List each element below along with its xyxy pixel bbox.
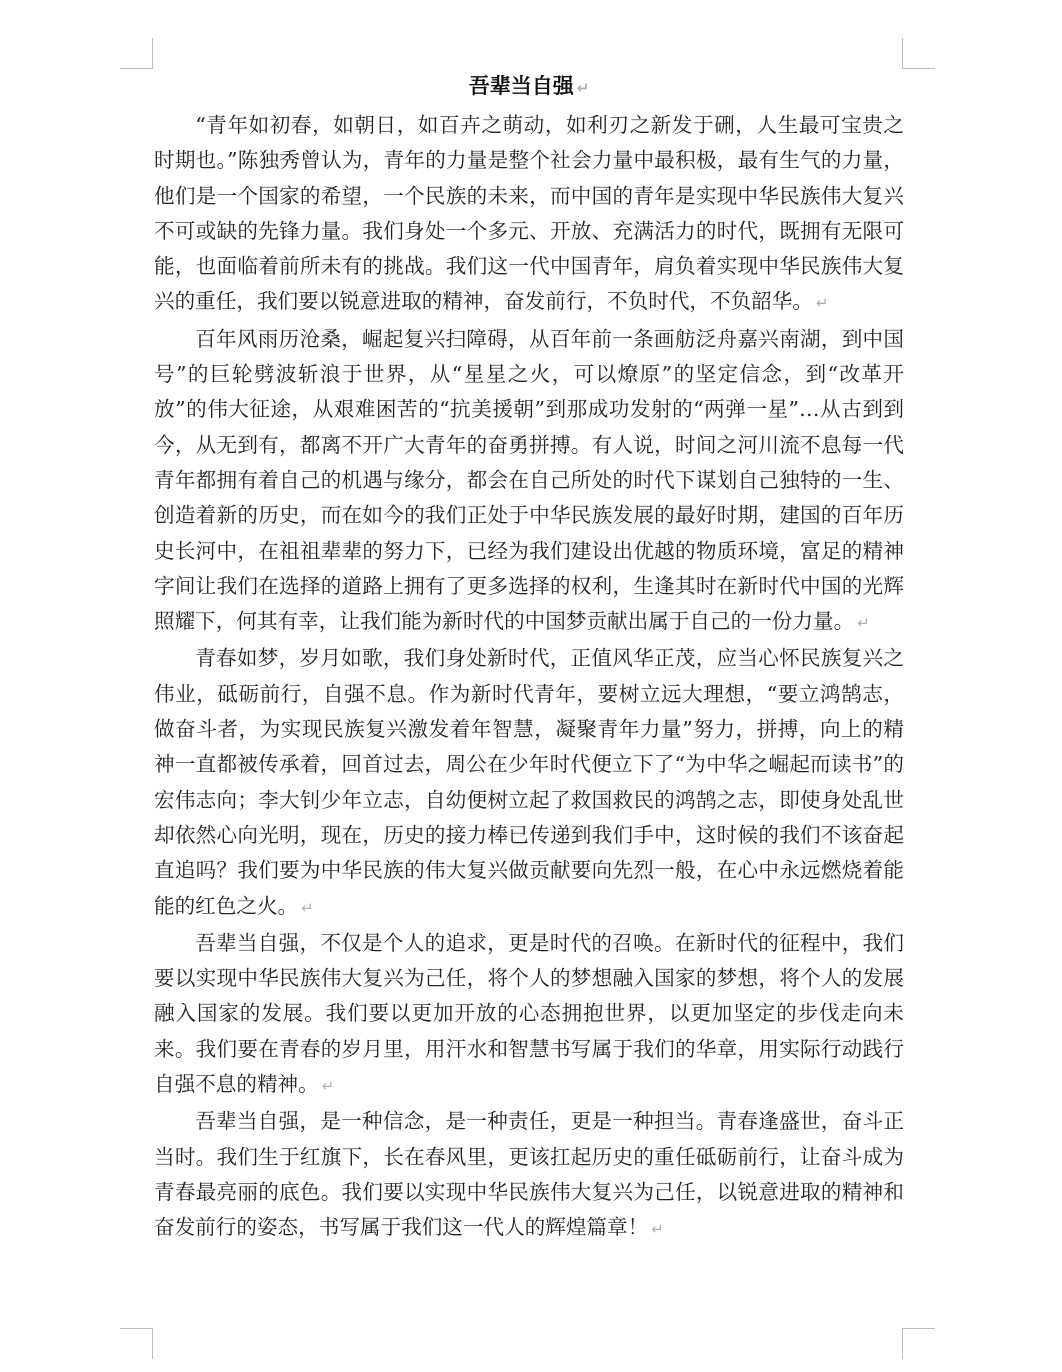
paragraph-5: [154, 1104, 904, 1247]
crop-mark-bottom-right: [902, 1328, 935, 1359]
paragraph-mark-icon: ↵: [816, 294, 829, 313]
paragraph-mark-icon: ↵: [857, 614, 870, 633]
paragraph-5-text: 吾辈当自强，是一种信念，是一种责任，更是一种担当。青春逢盛世，奋斗正当时。我们生于红旗下，长在春风里，更该扛起历史的重任砥砺前行，让奋斗成为青春最亮丽的底色。我们要以实现中华民族伟大复兴为己任，以锐意进取的精神和奋发前行的姿态，书写属于我们这一代人的辉煌篇章！: [154, 1109, 904, 1240]
paragraph-mark-icon: ↵: [301, 898, 314, 917]
paragraph-mark-icon: ↵: [321, 1077, 335, 1096]
document-body[interactable]: [154, 68, 904, 1248]
crop-mark-top-right: [902, 38, 935, 69]
paragraph-4: [154, 926, 904, 1104]
paragraph-4-text: 吾辈当自强，不仅是个人的追求，更是时代的召唤。在新时代的征程中，我们要以实现中华民族伟大复兴为己任，将个人的梦想融入国家的梦想，将个人的发展融入国家的发展。我们要以更加开放的心态拥抱世界，以更加坚定的步伐走向未来。我们要在青春的岁月里，用汗水和智慧书写属于我们的华章，用实际行动践行自强不息的精神。: [154, 930, 904, 1097]
paragraph-2-text: 百年风雨历沧桑，崛起复兴扫障碍，从百年前一条画舫泛舟嘉兴南湖，到中国号”的巨轮劈波斩浪于世界，从“星星之火，可以燎原”的坚定信念，到“改革开放”的伟大征途，从艰难困苦的“抗美援朝”到那成功发射的“两弹一星”…从古到到今，从无到有，都离不开广大青年的奋勇拼搏。有人说，时间之河川流不息每一代青年都拥有着自己的机遇与缘分，都会在自己所处的时代下谋划自己独特的一生、创造着新的历史，而在如今的我们正处于中华民族发展的最好时期，建国的百年历史长河中，在祖祖辈辈的努力下，已经为我们建设出优越的物质环境，富足的精神字间让我们在选择的道路上拥有了更多选择的权利，生逢其时在新时代中国的光辉照耀下，何其有幸，让我们能为新时代的中国梦贡献出属于自己的一份力量。: [154, 326, 904, 634]
paragraph-2: [154, 322, 904, 642]
paragraph-3-text: 青春如梦，岁月如歌，我们身处新时代，正值风华正茂，应当心怀民族复兴之伟业，砥砺前行，自强不息。作为新时代青年，要树立远大理想，“要立鸿鹄志，做奋斗者，为实现民族复兴激发着年智慧，凝聚青年力量”努力，拼搏，向上的精神一直都被传承着，回首过去，周公在少年时代便立下了“为中华之崛起而读书”的宏伟志向；李大钊少年立志，自幼便树立起了救国救民的鸿鹄之志，即使身处乱世却依然心向光明，现在，历史的接力棒已传递到我们手中，这时候的我们不该奋起直追吗？我们要为中华民族的伟大复兴做贡献要向先烈一般，在心中永远燃烧着能能的红色之火。: [154, 646, 904, 918]
paragraph-1: [154, 108, 904, 322]
crop-mark-bottom-left: [120, 1328, 153, 1359]
paragraph-3: [154, 641, 904, 925]
paragraph-mark-icon: ↵: [651, 1220, 664, 1239]
paragraph-mark-icon: ↵: [576, 79, 590, 97]
paragraph-1-text: “青年如初春，如朝日，如百卉之萌动，如利刃之新发于硎，人生最可宝贵之时期也。”陈独秀曾认为，青年的力量是整个社会力量中最积极，最有生气的力量，他们是一个国家的希望，一个民族的未来，而中国的青年是实现中华民族伟大复兴不可或缺的先锋力量。我们身处一个多元、开放、充满活力的时代，既拥有无限可能，也面临着前所未有的挑战。我们这一代中国青年，肩负着实现中华民族伟大复兴的重任，我们要以锐意进取的精神，奋发前行，不负时代，不负韶华。: [154, 113, 904, 314]
document-title-text: 吾辈当自强: [468, 73, 574, 98]
crop-mark-top-left: [120, 38, 153, 69]
document-title: [154, 68, 904, 106]
